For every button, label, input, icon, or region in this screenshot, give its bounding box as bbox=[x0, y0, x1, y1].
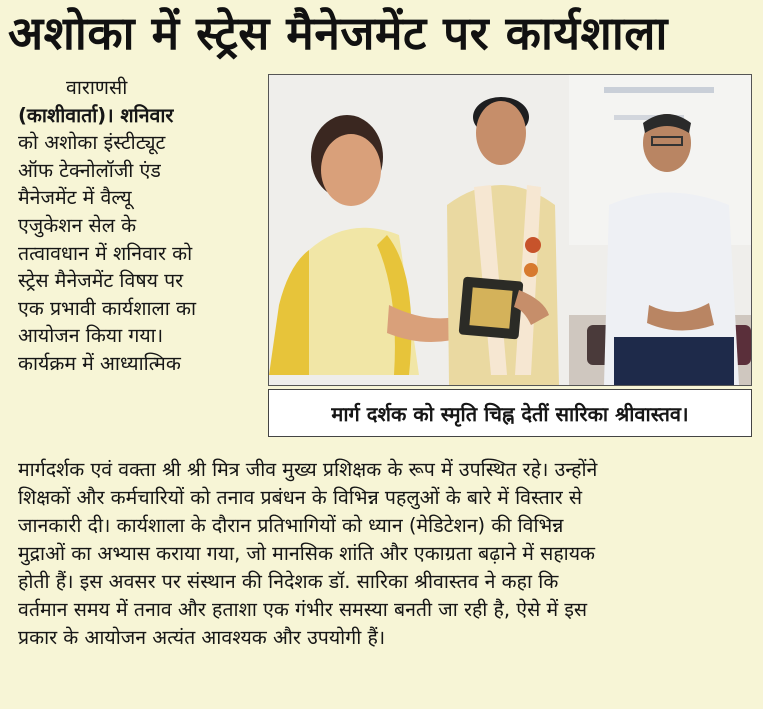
column-line: को अशोका इंस्टीट्यूट bbox=[18, 131, 166, 155]
body-line: शिक्षकों और कर्मचारियों को तनाव प्रबंधन के विभिन्न पहलुओं के बारे में विस्तार से bbox=[18, 486, 583, 509]
dateline: वाराणसी bbox=[66, 76, 128, 99]
felicitation-photo-illustration bbox=[269, 75, 751, 385]
headline: अशोका में स्ट्रेस मैनेजमेंट पर कार्यशाला bbox=[8, 6, 668, 60]
article-column bbox=[18, 74, 266, 378]
body-line: मार्गदर्शक एवं वक्ता श्री श्री मित्र जीव मुख्य प्रशिक्षक के रूप में उपस्थित रहे। उन्होंने bbox=[18, 458, 598, 481]
body-line: होती हैं। इस अवसर पर संस्थान की निदेशक डॉ. सारिका श्रीवास्तव ने कहा कि bbox=[18, 570, 559, 593]
column-line: स्ट्रेस मैनेजमेंट विषय पर bbox=[18, 269, 184, 293]
photo-caption: मार्ग दर्शक को स्मृति चिह्न देतीं सारिका श्रीवास्तव। bbox=[268, 389, 752, 437]
column-line: आयोजन किया गया। bbox=[18, 324, 164, 348]
column-line: कार्यक्रम में आध्यात्मिक bbox=[18, 351, 181, 375]
body-line: जानकारी दी। कार्यशाला के दौरान प्रतिभागियों को ध्यान (मेडिटेशन) की विभिन्न bbox=[18, 514, 564, 537]
column-line: ऑफ टेक्नोलॉजी एंड bbox=[18, 158, 161, 182]
column-line: तत्वावधान में शनिवार को bbox=[18, 241, 193, 265]
article-body bbox=[18, 456, 752, 652]
body-line: मुद्राओं का अभ्यास कराया गया, जो मानसिक शांति और एकाग्रता बढ़ाने में सहायक bbox=[18, 542, 596, 565]
column-line: (काशीवार्ता)। शनिवार bbox=[18, 103, 174, 127]
news-photo bbox=[268, 74, 752, 386]
body-line: वर्तमान समय में तनाव और हताशा एक गंभीर समस्या बनती जा रही है, ऐसे में इस bbox=[18, 598, 588, 621]
body-line: प्रकार के आयोजन अत्यंत आवश्यक और उपयोगी हैं। bbox=[18, 626, 386, 649]
column-line: एजुकेशन सेल के bbox=[18, 213, 137, 237]
column-line: एक प्रभावी कार्यशाला का bbox=[18, 296, 197, 320]
column-line: मैनेजमेंट में वैल्यू bbox=[18, 186, 132, 210]
